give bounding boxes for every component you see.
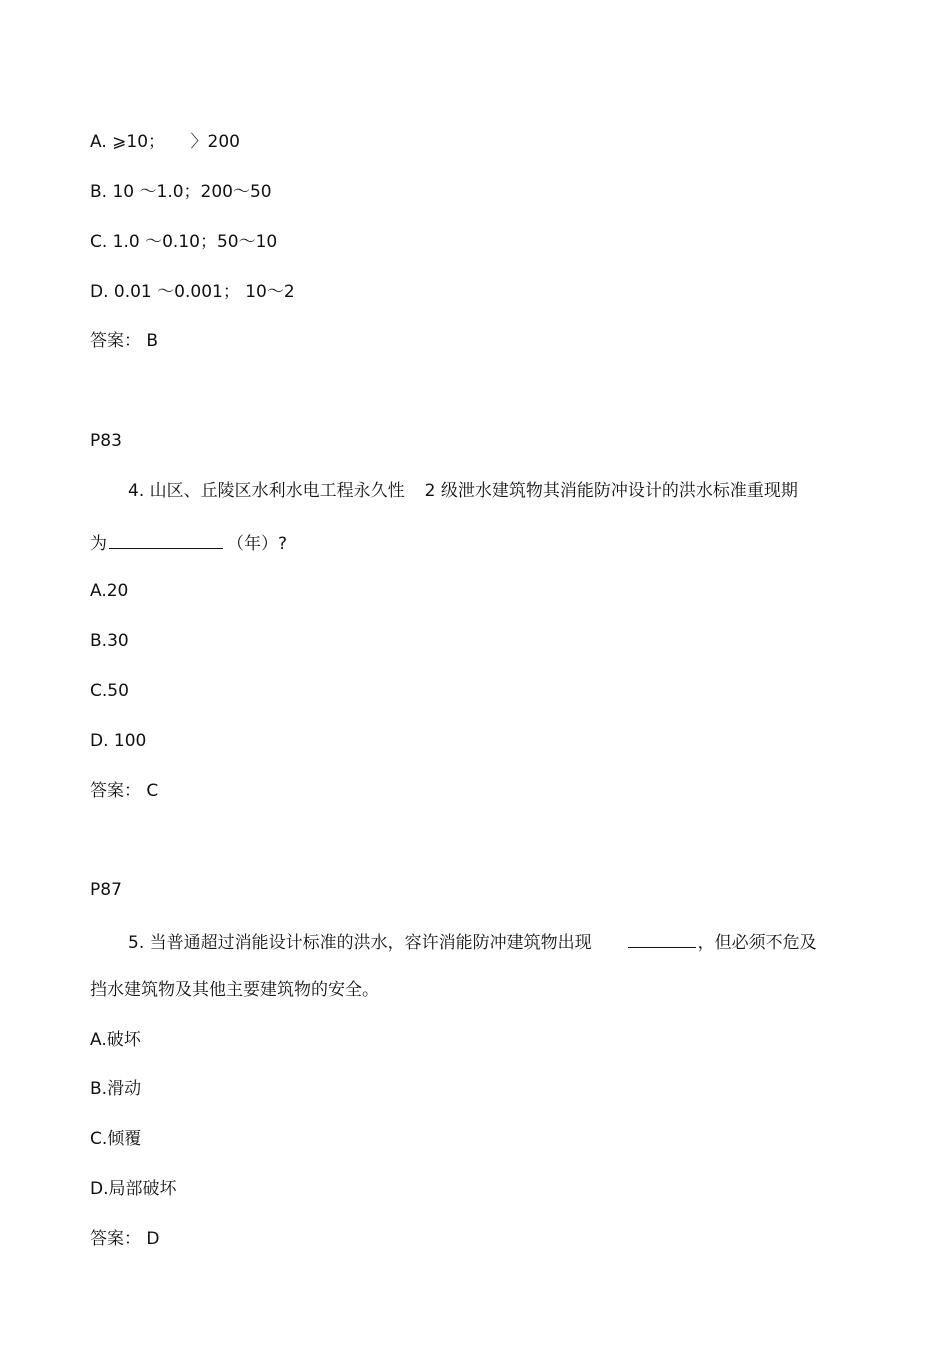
q4-stem-part2: 2 级泄水建筑物其消能防冲设计的洪水标准重现期 — [424, 481, 798, 501]
q4-option-c: C.50 — [90, 681, 129, 701]
q5-option-b: B.滑动 — [90, 1079, 142, 1099]
q5-answer: 答案： D — [90, 1229, 160, 1249]
q5-stem-prefix: 5. 当普通超过消能设计标准的洪水，容许消能防冲建筑物出现 — [128, 933, 592, 953]
q4-option-d: D. 100 — [90, 731, 147, 751]
q3-option-b: B. 10 ～1.0；200～50 — [90, 182, 272, 202]
q4-stem-line1 — [128, 480, 798, 502]
q5-stem-suffix: ，但必须不危及 — [697, 933, 817, 953]
q5-option-d: D.局部破坏 — [90, 1179, 177, 1199]
q3-option-c: C. 1.0 ～0.10；50～10 — [90, 232, 278, 252]
q3-option-d: D. 0.01 ～0.001； 10～2 — [90, 282, 295, 302]
q4-stem-line2 — [90, 530, 287, 555]
page-ref-p83: P83 — [90, 431, 122, 451]
q4-answer-blank — [109, 530, 223, 549]
page-ref-p87: P87 — [90, 880, 122, 900]
q4-stem-part1: 4. 山区、丘陵区水利水电工程永久性 — [128, 481, 405, 501]
q3-option-a: A. ⩾10； 〉200 — [90, 132, 240, 152]
q5-stem-line2: 挡水建筑物及其他主要建筑物的安全。 — [90, 980, 379, 1000]
q4-stem-suffix: （年）? — [227, 534, 288, 554]
q3-answer: 答案： B — [90, 331, 159, 351]
q5-option-c: C.倾覆 — [90, 1129, 142, 1149]
q5-answer-blank — [628, 929, 696, 948]
q4-stem-prefix: 为 — [90, 534, 107, 554]
q4-option-a: A.20 — [90, 581, 129, 601]
q5-stem-line1 — [128, 929, 817, 954]
q4-option-b: B.30 — [90, 631, 129, 651]
q4-answer: 答案： C — [90, 781, 159, 801]
q5-option-a: A.破坏 — [90, 1030, 141, 1050]
